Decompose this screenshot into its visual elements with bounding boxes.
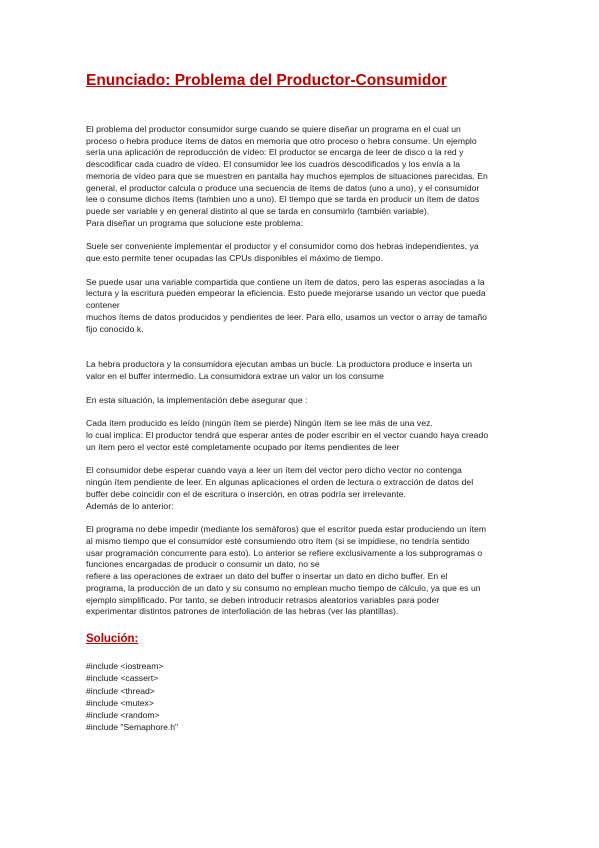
text-line: programa, la producción de un dato y su consumo no emplean mucho tiempo de cálculo, ya que es un — [86, 582, 481, 593]
paragraph-loop — [86, 359, 516, 382]
page-title: Enunciado: Problema del Productor-Consumidor — [86, 72, 447, 89]
code-line: #include "Semaphore.h" — [86, 722, 179, 733]
text-line: Se puede usar una variable compartida que contiene un ítem de datos, pero las esperas asociadas a la — [86, 276, 485, 287]
text-line: contener — [86, 300, 120, 311]
text-line: En esta situación, la implementación debe asegurar que : — [86, 394, 308, 405]
text-line: puede ser variable y en general distinto al que se tarda en consumirlo (también variable). — [86, 205, 430, 216]
text-line: lee o consume dichos ítems (tambien uno a uno). El tiempo que se tarda en producir un ítem de datos — [86, 194, 480, 205]
text-line: memoria de vídeo para que se muestren en pantalla hay muchos ejemplos de situaciones parecidas. En — [86, 170, 488, 181]
text-line: El consumidor debe esperar cuando vaya a leer un ítem del vector pero dicho vector no contenga — [86, 465, 462, 476]
text-line: general, el productor calcula o produce una secuencia de ítems de datos (uno a uno), y el consumidor — [86, 182, 480, 193]
paragraph-requirements — [86, 418, 516, 453]
code-line: #include <cassert> — [86, 673, 159, 684]
code-line: #include <random> — [86, 710, 160, 721]
text-line: sería una aplicación de reproducción de vídeo: El productor se encarga de leer de disco o la red y — [86, 147, 464, 158]
text-line: El programa no debe impedir (mediante los semáforos) que el escritor pueda estar produciendo un ítem — [86, 524, 487, 535]
text-line: descodificar cada cuadro de vídeo. El consumidor lee los cuadros descodificados y los envía a la — [86, 159, 461, 170]
text-line: Además de lo anterior: — [86, 500, 174, 511]
paragraph-requirements-intro — [86, 395, 516, 407]
text-line: que esto permite tener ocupadas las CPUs disponibles el máximo de tiempo. — [86, 253, 383, 264]
text-line: lectura y la escritura pueden empeorar la eficiencia. Esto puede mejorarse usando un vector que pueda — [86, 288, 486, 299]
text-line: un ítem pero el vector esté completamente ocupado por ítems pendientes de leer — [86, 441, 400, 452]
code-line: #include <iostream> — [86, 660, 164, 671]
text-line: lo cual implica: El productor tendrá que esperar antes de poder escribir en el vector cuando haya creado — [86, 430, 489, 441]
text-line: fijo conocido k. — [86, 323, 144, 334]
text-line: ejemplo simplificado. Por tanto, se deben introducir retrasos aleatorios variables para poder — [86, 594, 440, 605]
text-line: Suele ser conveniente implementar el productor y el consumidor como dos hebras independientes, ya — [86, 241, 479, 252]
text-line: proceso o hebra produce ítems de datos en memoria que otro proceso o hebra consume. Un ejemplo — [86, 135, 477, 146]
text-line: funciones encargadas de producir o consumir un dato, no se — [86, 559, 320, 570]
code-line: #include <thread> — [86, 685, 155, 696]
text-line: Cada ítem producido es leído (ningún ítem se pierde) Ningún ítem se lee más de una vez. — [86, 418, 433, 429]
code-line: #include <mutex> — [86, 697, 154, 708]
text-line: La hebra productora y la consumidora ejecutan ambas un bucle. La productora produce e inserta un — [86, 359, 473, 370]
paragraph-threads — [86, 241, 516, 264]
text-line: al mismo tiempo que el consumidor esté consumiendo otro ítem (si se impidiese, no tendría sentido — [86, 535, 470, 546]
code-block — [86, 660, 516, 734]
paragraph-semaphores — [86, 524, 516, 618]
text-line: muchos ítems de datos producidos y pendientes de leer. Para ello, usamos un vector o array de tamaño — [86, 311, 488, 322]
text-line: Para diseñar un programa que solucione este problema: — [86, 217, 304, 228]
text-line: buffer debe coincidir con el de escritura o inserción, en otras podría ser irrelevante. — [86, 488, 406, 499]
text-line: experimentar distintos patrones de interfoliación de las hebras (ver las plantillas). — [86, 606, 399, 617]
text-line: refiere a las operaciones de extraer un dato del buffer o insertar un dato en dicho buffer. En el — [86, 571, 448, 582]
solution-heading: Solución: — [86, 632, 139, 645]
text-line: valor en el buffer intermedio. La consumidora extrae un valor un los consume — [86, 370, 384, 381]
paragraph-consumer-wait — [86, 465, 516, 512]
text-line: El problema del productor consumidor surge cuando se quiere diseñar un programa en el cual un — [86, 124, 461, 134]
text-line: usar programación concurrente para esto). Lo anterior se refiere exclusivamente a los subprogramas o — [86, 547, 483, 558]
paragraph-intro — [86, 124, 516, 229]
paragraph-shared-variable — [86, 277, 516, 336]
text-line: ningún ítem pendiente de leer. En algunas aplicaciones el orden de lectura o extracción de datos del — [86, 477, 474, 488]
document-body — [86, 124, 516, 734]
